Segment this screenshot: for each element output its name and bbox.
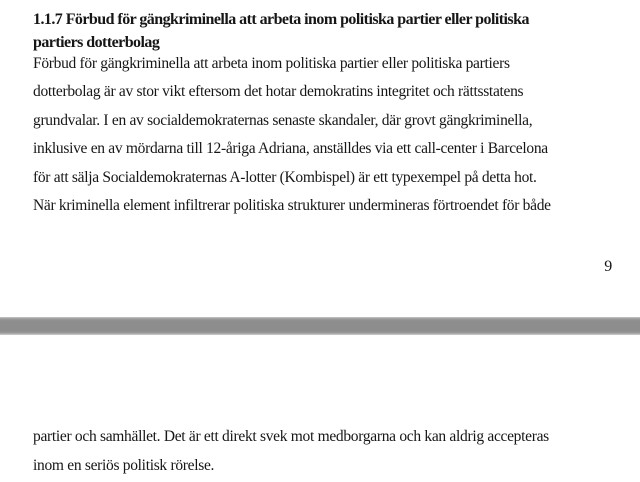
section-heading-line: 1.1.7 Förbud för gängkriminella att arbeta inom politiska partier eller politiska xyxy=(33,11,529,28)
section-heading xyxy=(33,9,623,54)
page-gap-divider xyxy=(0,317,640,335)
paragraph-line: inklusive en av mördarna till 12-åriga Adriana, anställdes via ett call-center i Barcelona xyxy=(33,140,548,158)
paragraph-continuation xyxy=(33,422,627,480)
paragraph-line: Förbud för gängkriminella att arbeta inom politiska partier eller politiska partiers xyxy=(33,55,510,72)
paragraph xyxy=(33,50,627,220)
page-number: 9 xyxy=(604,258,612,275)
paragraph-line: inom en seriös politisk rörelse. xyxy=(33,457,215,474)
paragraph-line: När kriminella element infiltrerar politiska strukturer undermineras förtroendet för både xyxy=(33,197,551,215)
paragraph-line: partier och samhället. Det är ett direkt svek mot medborgarna och kan aldrig accepteras xyxy=(33,428,549,445)
document-page-2 xyxy=(0,335,640,482)
paragraph-line: grundvalar. I en av socialdemokraternas senaste skandaler, där grovt gängkriminella, xyxy=(33,111,533,129)
section-heading-line: partiers dotterbolag xyxy=(33,33,160,51)
paragraph-line: för att sälja Socialdemokraternas A-lotter (Kombispel) är ett typexempel på detta hot. xyxy=(33,168,537,186)
paragraph-line: dotterbolag är av stor vikt eftersom det hotar demokratins integritet och rättsstatens xyxy=(33,83,524,101)
